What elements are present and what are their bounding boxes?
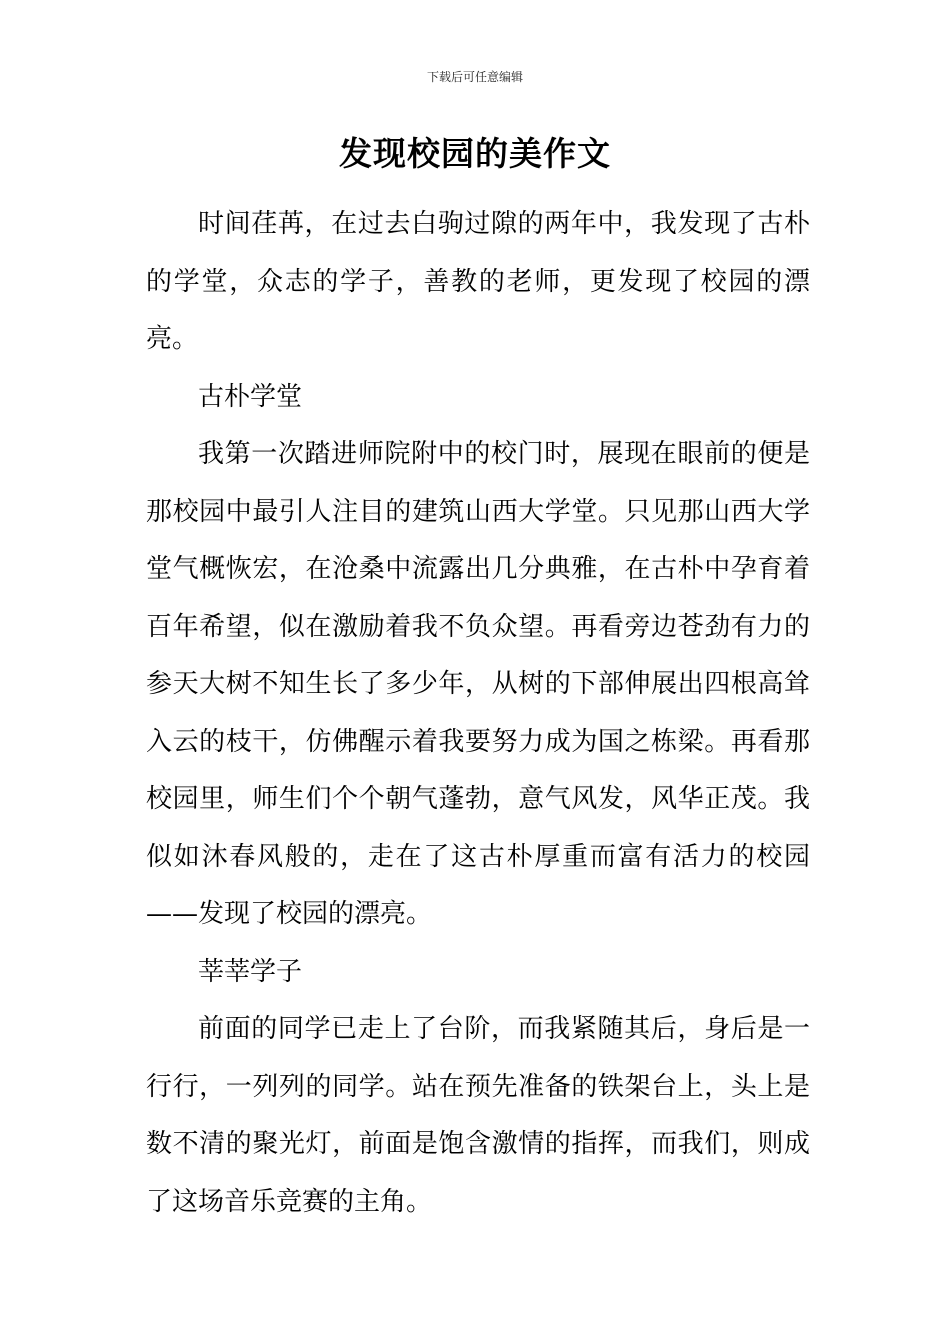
section-heading: 古朴学堂 — [198, 381, 303, 412]
paragraph: 我第一次踏进师院附中的校门时，展现在眼前的便是那校园中最引人注目的建筑山西大学堂。只见那山西大学堂气概恢宏，在沧桑中流露出几分典雅，在古朴中孕育着百年希望，似在激励着我不负众望。再看旁边苍劲有力的参天大树不知生长了多少年，从树的下部伸展出四根高耸入云的枝干，仿佛醒示着我要努力成为国之栋梁。再看那校园里，师生们个个朝气蓬勃，意气风发，风华正茂。我似如沐春风般的，走在了这古朴厚重而富有活力的校园——发现了校园的漂亮。 — [146, 439, 810, 929]
paragraph: 前面的同学已走上了台阶，而我紧随其后，身后是一行行，一列列的同学。站在预先准备的铁架台上，头上是数不清的聚光灯，前面是饱含激情的指挥，而我们，则成了这场音乐竞赛的主角。 — [146, 1014, 810, 1217]
document-body — [146, 196, 810, 1231]
paragraph-intro: 时间荏苒，在过去白驹过隙的两年中，我发现了古朴的学堂，众志的学子，善教的老师，更发现了校园的漂亮。 — [146, 209, 810, 354]
header-note: 下载后可任意编辑 — [426, 70, 523, 84]
document-title: 发现校园的美作文 — [339, 134, 611, 173]
section-heading: 莘莘学子 — [198, 956, 303, 987]
